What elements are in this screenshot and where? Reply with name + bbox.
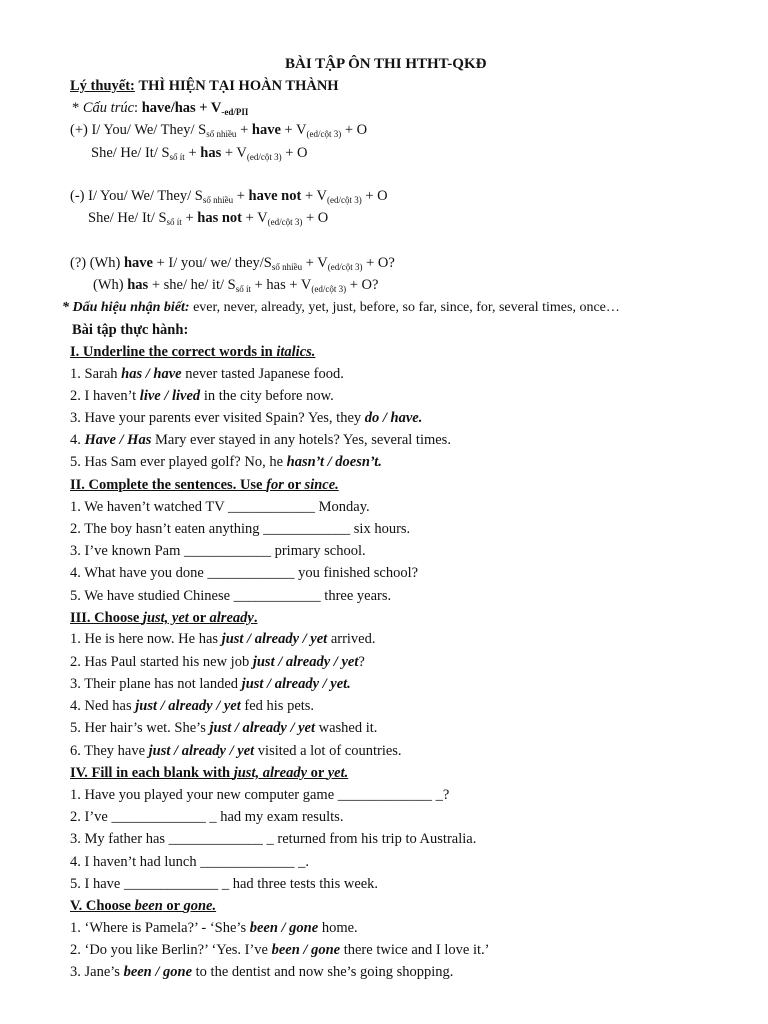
text: 3. Jane’s <box>70 964 124 980</box>
ex1-item <box>70 387 334 405</box>
text: I. Underline the correct words in <box>70 344 277 360</box>
text: for <box>266 477 284 493</box>
text: + V <box>280 122 307 138</box>
text: + <box>181 210 198 226</box>
choice: just / already / yet <box>209 720 315 736</box>
text: already <box>209 610 254 626</box>
text: + V <box>301 188 327 204</box>
text: since. <box>304 477 339 493</box>
ex2-item: 1. We haven’t watched TV ____________ Monday. <box>70 499 370 515</box>
ex5-heading <box>70 897 216 915</box>
choice: been / gone <box>123 964 193 980</box>
choice: has / have <box>121 366 182 382</box>
ex1-item <box>70 365 344 383</box>
negative-line-2 <box>88 209 328 228</box>
choice: Have / Has <box>84 432 152 448</box>
text: 2. ‘Do you like Berlin?’ ‘Yes. I’ve <box>70 942 272 958</box>
text: ? <box>358 654 365 670</box>
text: 3. Their plane has not landed <box>70 676 242 692</box>
text: 4. Ned has <box>70 698 136 714</box>
choice: hasn’t / doesn’t. <box>286 454 382 470</box>
text: or <box>283 477 305 493</box>
choice: just / already / yet <box>148 743 255 759</box>
sub: số nhiều <box>271 262 303 272</box>
text: 1. He is here now. He has <box>70 631 222 647</box>
text: + I/ you/ we/ they/S <box>152 255 272 271</box>
text: home. <box>318 920 358 936</box>
signs-line <box>62 299 620 317</box>
text: 5. Has Sam ever played golf? No, he <box>70 454 287 470</box>
text: or <box>307 765 328 781</box>
text: washed it. <box>315 720 378 736</box>
text: + O <box>361 188 388 204</box>
text: to the dentist and now she’s going shopping. <box>192 964 454 980</box>
ex3-item <box>70 675 351 693</box>
text: + O <box>281 145 308 161</box>
text: there twice and I love it.’ <box>340 942 490 958</box>
text: 4. <box>70 432 85 448</box>
text: just, already <box>233 765 308 781</box>
text: She/ He/ It/ S <box>88 210 167 226</box>
theory-heading <box>70 77 339 95</box>
sub: (ed/cột 3) <box>246 152 282 162</box>
sub: số nhiều <box>202 195 234 205</box>
sub: số ít <box>169 152 185 162</box>
structure-formula: have/has + V <box>141 100 222 116</box>
text: + <box>233 188 249 204</box>
text: yet. <box>327 765 349 781</box>
structure-label: Cấu trúc <box>82 100 135 116</box>
text: She/ He/ It/ S <box>91 145 170 161</box>
text: arrived. <box>327 631 376 647</box>
text: (+) I/ You/ We/ They/ S <box>70 122 207 138</box>
text: (Wh) <box>93 277 128 293</box>
ex4-item: 1. Have you played your new computer game _____________ _? <box>70 787 450 803</box>
ex2-item: 2. The boy hasn’t eaten anything ____________ six hours. <box>70 521 411 537</box>
text: in the city before now. <box>200 388 334 404</box>
ex5-item <box>70 963 453 981</box>
text: III. Choose <box>70 610 143 626</box>
text: . <box>253 610 258 626</box>
text: 5. Her hair’s wet. She’s <box>70 720 210 736</box>
text: (?) (Wh) <box>70 255 124 271</box>
ex3-heading <box>70 609 257 627</box>
ex1-heading <box>70 343 315 361</box>
ex4-item: 5. I have _____________ _ had three tests this week. <box>70 876 379 892</box>
ex4-item: 3. My father has _____________ _ returned from his trip to Australia. <box>70 831 477 847</box>
sub: (ed/cột 3) <box>326 195 362 205</box>
practice-label: Bài tập thực hành: <box>72 322 189 338</box>
ex2-item: 4. What have you done ____________ you finished school? <box>70 565 419 581</box>
text: been <box>134 898 163 914</box>
ex4-heading <box>70 764 348 782</box>
text: + O <box>302 210 329 226</box>
sub: số ít <box>235 284 251 294</box>
question-line-2 <box>93 276 378 295</box>
sub: (ed/cột 3) <box>327 262 363 272</box>
choice: do / have. <box>364 410 423 426</box>
negative-line-1 <box>70 187 388 206</box>
text: fed his pets. <box>240 698 315 714</box>
bold: have <box>251 122 281 138</box>
text: + O? <box>362 255 395 271</box>
ex4-item: 4. I haven’t had lunch _____________ _. <box>70 854 309 870</box>
choice: been / gone <box>271 942 341 958</box>
bold: has <box>127 277 149 293</box>
ex3-item <box>70 653 365 671</box>
sub: (ed/cột 3) <box>311 284 347 294</box>
sub: (ed/cột 3) <box>267 217 303 227</box>
choice: just / already / yet. <box>241 676 351 692</box>
text: or <box>162 898 184 914</box>
theory-name: THÌ HIỆN TẠI HOÀN THÀNH <box>138 78 339 94</box>
ex1-item <box>70 453 382 471</box>
ex2-item: 3. I’ve known Pam ____________ primary school. <box>70 543 366 559</box>
text: + <box>236 122 252 138</box>
text: + <box>184 145 201 161</box>
text: (-) I/ You/ We/ They/ S <box>70 188 203 204</box>
text: 3. Have your parents ever visited Spain? Yes, they <box>70 410 365 426</box>
text: 2. I haven’t <box>70 388 140 404</box>
ex1-item <box>70 431 451 449</box>
text: IV. Fill in each blank with <box>70 765 234 781</box>
text: just, yet <box>142 610 189 626</box>
text: visited a lot of countries. <box>254 743 402 759</box>
bold: have <box>123 255 153 271</box>
structure-star: * <box>72 100 80 116</box>
bold: has <box>200 145 222 161</box>
text: + O? <box>346 277 379 293</box>
sub: số nhiều <box>206 129 237 139</box>
ex4-item: 2. I’ve _____________ _ had my exam results. <box>70 809 344 825</box>
structure-line <box>72 99 248 118</box>
sub: số ít <box>166 217 182 227</box>
structure-colon: : <box>134 100 139 116</box>
bold: has not <box>197 210 242 226</box>
ex3-item <box>70 697 314 715</box>
page-title: BÀI TẬP ÔN THI HTHT-QKĐ <box>285 56 487 72</box>
signs-label: * Dấu hiệu nhận biết: <box>62 300 190 315</box>
question-line-1 <box>70 254 395 273</box>
choice: been / gone <box>249 920 319 936</box>
text: + V <box>221 145 247 161</box>
choice: just / already / yet <box>135 698 241 714</box>
choice: just / already / yet <box>252 654 359 670</box>
text: 1. ‘Where is Pamela?’ - ‘She’s <box>70 920 250 936</box>
text: + V <box>241 210 268 226</box>
ex2-item: 5. We have studied Chinese ____________ three years. <box>70 588 392 604</box>
choice: just / already / yet <box>221 631 328 647</box>
ex1-item <box>70 409 422 427</box>
text: V. Choose <box>70 898 135 914</box>
affirmative-line-2 <box>91 144 308 163</box>
text: or <box>188 610 210 626</box>
ex3-item <box>70 742 402 760</box>
text: gone. <box>183 898 217 914</box>
ex5-item <box>70 941 489 959</box>
text: + she/ he/ it/ S <box>148 277 236 293</box>
bold: have not <box>248 188 302 204</box>
text: 1. Sarah <box>70 366 122 382</box>
text: never tasted Japanese food. <box>181 366 344 382</box>
text: II. Complete the sentences. Use <box>70 477 267 493</box>
sub: (ed/cột 3) <box>306 129 342 139</box>
text: + O <box>341 122 368 138</box>
ex5-item <box>70 919 358 937</box>
text: 2. Has Paul started his new job <box>70 654 253 670</box>
structure-sub: -ed/PII <box>221 107 249 117</box>
choice: live / lived <box>139 388 201 404</box>
ex2-heading <box>70 476 339 494</box>
text: + has + V <box>250 277 312 293</box>
ex3-item <box>70 719 377 737</box>
theory-label: Lý thuyết: <box>70 78 135 94</box>
signs-text: ever, never, already, yet, just, before, so far, since, for, several times, once… <box>189 300 620 315</box>
text: + V <box>302 255 328 271</box>
affirmative-line-1 <box>70 121 367 140</box>
text: 6. They have <box>70 743 149 759</box>
text: Mary ever stayed in any hotels? Yes, several times. <box>151 432 451 448</box>
text: italics. <box>276 344 316 360</box>
ex3-item <box>70 630 376 648</box>
